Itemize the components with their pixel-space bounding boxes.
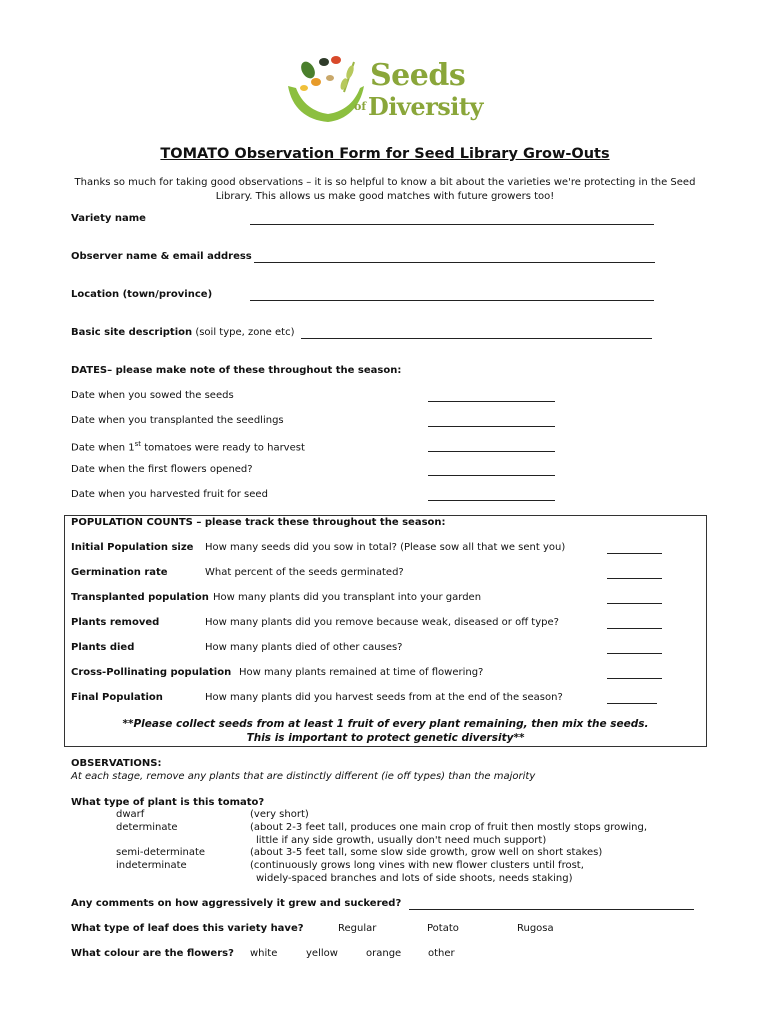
flower-question: What colour are the flowers? [71, 948, 234, 959]
population-label: Plants died [71, 642, 135, 653]
population-answer-line[interactable] [607, 703, 657, 704]
population-label: Initial Population size [71, 542, 194, 553]
date-sowed-label: Date when you sowed the seeds [71, 390, 234, 401]
population-note-2: This is important to protect genetic diversity** [246, 732, 525, 744]
logo-diversity-text: Diversity [368, 92, 483, 121]
population-question: How many plants did you transplant into your garden [213, 592, 482, 603]
date-harvested-line[interactable] [428, 500, 555, 501]
observer-line[interactable] [254, 262, 655, 263]
comments-line[interactable] [409, 909, 694, 910]
logo-seeds-text: Seeds [370, 58, 466, 93]
flower-option-yellow[interactable]: yellow [306, 948, 338, 959]
population-answer-line[interactable] [607, 578, 662, 579]
plant-type-determinate-desc-2: little if any side growth, usually don't need much support) [256, 835, 547, 846]
date-ready-label: Date when 1st tomatoes were ready to harvest [71, 440, 305, 454]
population-label: Plants removed [71, 617, 160, 628]
population-label: Cross-Pollinating population [71, 667, 232, 678]
population-question: How many plants died of other causes? [205, 642, 403, 653]
plant-type-indet-desc: (continuously grows long vines with new flower clusters until frost, [250, 860, 584, 871]
observations-subheading: At each stage, remove any plants that are distinctly different (ie off types) than the majority [71, 771, 536, 782]
location-label: Location (town/province) [71, 289, 213, 300]
site-line[interactable] [301, 338, 652, 339]
population-answer-line[interactable] [607, 628, 662, 629]
population-answer-line[interactable] [607, 653, 662, 654]
plant-type-indet-desc-2: widely-spaced branches and lots of side shoots, needs staking) [256, 873, 573, 884]
date-flowers-label: Date when the first flowers opened? [71, 464, 253, 475]
flower-option-white[interactable]: white [250, 948, 278, 959]
observations-heading: OBSERVATIONS: [71, 758, 162, 769]
date-flowers-line[interactable] [428, 475, 555, 476]
leaf-option-regular[interactable]: Regular [338, 923, 377, 934]
population-label: Final Population [71, 692, 163, 703]
population-question: How many plants remained at time of flowering? [239, 667, 484, 678]
population-answer-line[interactable] [607, 678, 662, 679]
population-label: Germination rate [71, 567, 168, 578]
flower-option-orange[interactable]: orange [366, 948, 402, 959]
population-question: How many seeds did you sow in total? (Please sow all that we sent you) [205, 542, 566, 553]
population-question: What percent of the seeds germinated? [205, 567, 404, 578]
site-label: Basic site description [71, 327, 193, 338]
dates-heading: DATES– please make note of these throughout the season: [71, 365, 402, 376]
plant-type-determinate[interactable]: determinate [116, 822, 178, 833]
date-harvested-label: Date when you harvested fruit for seed [71, 489, 268, 500]
population-label: Transplanted population [71, 592, 209, 603]
population-question: How many plants did you harvest seeds from at the end of the season? [205, 692, 563, 703]
population-heading: POPULATION COUNTS – please track these throughout the season: [71, 517, 446, 528]
hands-seeds-icon [284, 48, 374, 130]
logo-of-text: of [354, 100, 367, 113]
plant-type-dwarf-desc: (very short) [250, 809, 309, 820]
population-note-1: **Please collect seeds from at least 1 fruit of every plant remaining, then mix the seeds. [122, 718, 649, 730]
page-title: TOMATO Observation Form for Seed Library Grow-Outs [160, 146, 610, 162]
seeds-of-diversity-logo [284, 48, 484, 130]
date-transplanted-label: Date when you transplanted the seedlings [71, 415, 284, 426]
plant-type-indeterminate[interactable]: indeterminate [116, 860, 187, 871]
population-question: How many plants did you remove because weak, diseased or off type? [205, 617, 559, 628]
plant-type-semi[interactable]: semi-determinate [116, 847, 206, 858]
observer-label: Observer name & email address [71, 251, 252, 262]
population-answer-line[interactable] [607, 553, 662, 554]
date-sowed-line[interactable] [428, 401, 555, 402]
intro-text: Thanks so much for taking good observations – it is so helpful to know a bit about the varieties we're protecting in the Seed Library. This allows us make good matches with future growers too! [74, 177, 696, 202]
flower-option-other[interactable]: other [428, 948, 455, 959]
variety-label: Variety name [71, 213, 146, 224]
location-line[interactable] [250, 300, 654, 301]
plant-type-question: What type of plant is this tomato? [71, 797, 265, 808]
date-transplanted-line[interactable] [428, 426, 555, 427]
leaf-option-potato[interactable]: Potato [427, 923, 459, 934]
site-label-wrap [71, 327, 294, 338]
leaf-question: What type of leaf does this variety have? [71, 923, 304, 934]
variety-line[interactable] [250, 224, 654, 225]
population-answer-line[interactable] [607, 603, 662, 604]
plant-type-semi-desc: (about 3-5 feet tall, some slow side growth, grow well on short stakes) [250, 847, 603, 858]
leaf-option-rugosa[interactable]: Rugosa [517, 923, 554, 934]
plant-type-dwarf[interactable]: dwarf [116, 809, 145, 820]
plant-type-determinate-desc: (about 2-3 feet tall, produces one main crop of fruit then mostly stops growing, [250, 822, 648, 833]
site-hint: (soil type, zone etc) [195, 327, 295, 338]
date-ready-line[interactable] [428, 451, 555, 452]
comments-question: Any comments on how aggressively it grew and suckered? [71, 898, 402, 909]
